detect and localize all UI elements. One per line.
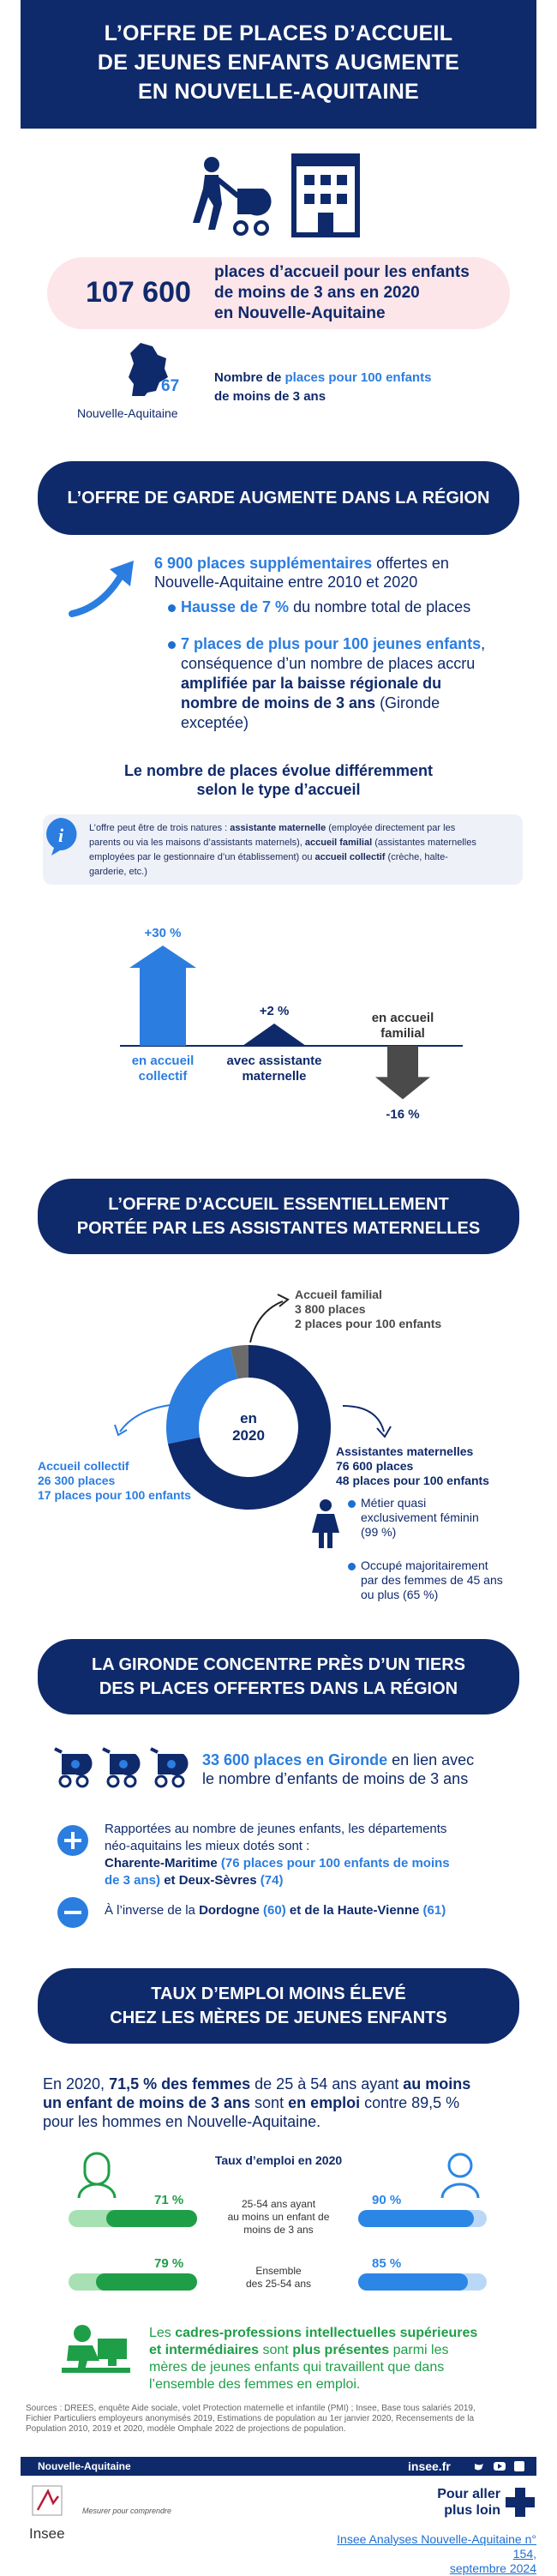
pour-aller-plus-loin[interactable]: Pour aller plus loin bbox=[437, 2487, 500, 2518]
twitter-icon[interactable] bbox=[475, 2464, 483, 2471]
region-label: Nouvelle-Aquitaine bbox=[77, 406, 178, 420]
chart-value-label: +2 % bbox=[259, 1004, 290, 1018]
am-bullet-2: Occupé majoritairement par des femmes de 45 ans ou plus (65 %) bbox=[348, 1558, 503, 1602]
label-assistantes: Assistantes maternelles 76 600 places 48 places pour 100 enfants bbox=[336, 1444, 489, 1487]
chart-bar-arrow bbox=[243, 1024, 306, 1046]
section-pill: TAUX D’EMPLOI MOINS ÉLEVÉ CHEZ LES MÈRES DE JEUNES ENFANTS bbox=[38, 1968, 519, 2044]
men-bar bbox=[358, 2210, 474, 2227]
info-icon bbox=[43, 816, 79, 856]
men-rate-label: 90 % bbox=[372, 2193, 402, 2207]
women-bar bbox=[96, 2273, 198, 2291]
chart-subtitle: Le nombre de places évolue différemment selon le type d’accueil bbox=[123, 762, 434, 798]
region-value: 67 bbox=[161, 377, 180, 395]
svg-text:i: i bbox=[57, 825, 64, 846]
plus-text: Rapportées au nombre de jeunes enfants, les départements néo-aquitains les mieux dotés sont : Charente-Maritime (76 places pour 100 enfants de moins de 3 ans) et Deux-Sèvres (74) bbox=[105, 1822, 450, 1888]
chart-category-label: en accueil bbox=[131, 1054, 195, 1068]
minus-text: À l’inverse de la Dordogne (60) et de la Haute-Vienne (61) bbox=[105, 1903, 446, 1918]
footer-site-link[interactable]: insee.fr bbox=[408, 2459, 451, 2473]
worker-computer-icon bbox=[57, 2323, 134, 2376]
row-label: Ensemble des 25-54 ans bbox=[245, 2265, 312, 2290]
bullet-places: 7 places de plus pour 100 jeunes enfants, conséquence d’un nombre de places accru amplifiée par la baisse régionale du nombre de moins de 3 ans (Gironde exceptée) bbox=[168, 634, 485, 733]
am-bullet-1: Métier quasi exclusivement féminin (99 %) bbox=[348, 1496, 479, 1540]
lead-text: 6 900 places supplémentaires offertes en Nouvelle-Aquitaine entre 2010 et 2020 bbox=[154, 555, 449, 591]
per100-caption: Nombre de places pour 100 enfants de moins de 3 ans bbox=[214, 370, 432, 404]
chart-bar-arrow bbox=[129, 946, 196, 1046]
women-rate-label: 71 % bbox=[154, 2193, 184, 2207]
title-line: EN NOUVELLE-AQUITAINE bbox=[137, 80, 420, 104]
chart-category-label: en accueil bbox=[371, 1011, 434, 1025]
gironde-text: 33 600 places en Gironde en lien avec le nombre d’enfants de moins de 3 ans bbox=[202, 1751, 475, 1787]
row-label: 25-54 ans ayant au moins un enfant de moins de 3 ans bbox=[227, 2198, 330, 2236]
chart-category-label: collectif bbox=[138, 1069, 188, 1084]
parent-stroller-icon bbox=[193, 154, 278, 240]
men-bar bbox=[358, 2273, 468, 2291]
arrow-up-icon bbox=[69, 557, 146, 617]
section-pill: L’OFFRE D’ACCUEIL ESSENTIELLEMENT PORTÉE PAR LES ASSISTANTES MATERNELLES bbox=[38, 1179, 519, 1254]
sources: Sources : DREES, enquête Aide sociale, volet Protection maternelle et infantile (PMI) ; Insee, Base tous salariés 2019, Fichier Particuliers employeurs anonymisés 2019, Estimations de population au 1er janvier 2020, Recensements de la Population 2010, 2019 et 2020, modèle Omphale 2022 de projections de population. bbox=[26, 2404, 476, 2434]
woman-avatar-icon bbox=[75, 2150, 118, 2200]
insee-tagline: Mesurer pour comprendre bbox=[82, 2507, 172, 2515]
minus-icon bbox=[57, 1896, 89, 1929]
women-icon bbox=[310, 1498, 341, 1550]
big-number: 107 600 bbox=[86, 276, 191, 309]
plus-icon bbox=[57, 1824, 89, 1857]
info-text: L’offre peut être de trois natures : assistante maternelle (employée directement par les parents ou via les maisons d’assistants maternels), accueil familial (assistantes maternelles employées par le gestionnaire d’un établissement) ou accueil collectif (crèche, halte- garderie, etc.) bbox=[89, 823, 476, 877]
section-pill: LA GIRONDE CONCENTRE PRÈS D’UN TIERS DES PLACES OFFERTES DANS LA RÉGION bbox=[38, 1639, 519, 1714]
donut-center: en 2020 bbox=[232, 1410, 265, 1444]
chart-category-label: familial bbox=[380, 1026, 425, 1041]
women-rate-label: 79 % bbox=[154, 2256, 184, 2271]
label-familial: Accueil familial 3 800 places 2 places pour 100 enfants bbox=[295, 1288, 442, 1330]
chart-category-label: avec assistante bbox=[226, 1054, 322, 1068]
bullet-hausse: Hausse de 7 % du nombre total de places bbox=[168, 598, 470, 616]
title-line: DE JEUNES ENFANTS AUGMENTE bbox=[97, 51, 460, 75]
chart-category-label: maternelle bbox=[242, 1069, 307, 1084]
taux-title: Taux d’emploi en 2020 bbox=[214, 2153, 343, 2167]
linkedin-icon[interactable] bbox=[514, 2461, 524, 2471]
insee-logo-icon bbox=[31, 2484, 69, 2519]
plus-cross-icon[interactable] bbox=[506, 2488, 535, 2517]
title-line: L’OFFRE DE PLACES D’ACCUEIL bbox=[104, 21, 453, 45]
big-number-text: places d’accueil pour les enfants de moins de 3 ans en 2020 en Nouvelle-Aquitaine bbox=[214, 263, 470, 322]
social-icons bbox=[473, 2460, 533, 2472]
building-icon bbox=[287, 153, 364, 238]
men-rate-label: 85 % bbox=[372, 2256, 402, 2271]
type-evolution-chart bbox=[0, 892, 557, 1149]
chart-value-label: +30 % bbox=[144, 926, 182, 940]
publication-ref[interactable]: Insee Analyses Nouvelle-Aquitaine n° 154, septembre 2024 bbox=[337, 2532, 536, 2575]
cadres-text: Les cadres-professions intellectuelles supérieures et intermédiaires sont plus présentes parmi les mères de jeunes enfants qui travaillent que dans l’ensemble des femmes en emploi. bbox=[149, 2326, 478, 2392]
section-pill: L’OFFRE DE GARDE AUGMENTE DANS LA RÉGION bbox=[38, 461, 519, 535]
insee-logo: Insee bbox=[29, 2525, 65, 2542]
strollers-icon bbox=[50, 1744, 195, 1792]
chart-value-label: -16 % bbox=[386, 1107, 420, 1122]
emploi-text: En 2020, 71,5 % des femmes de 25 à 54 ans ayant au moins un enfant de moins de 3 ans sont en emploi contre 89,5 % pour les hommes en Nouvelle-Aquitaine. bbox=[43, 2075, 471, 2130]
women-bar bbox=[106, 2210, 198, 2227]
label-collectif: Accueil collectif 26 300 places 17 places pour 100 enfants bbox=[38, 1459, 191, 1502]
chart-bar-arrow bbox=[375, 1046, 430, 1099]
header-banner bbox=[21, 0, 536, 129]
man-avatar-icon bbox=[439, 2150, 482, 2200]
footer-region: Nouvelle-Aquitaine bbox=[38, 2460, 131, 2472]
